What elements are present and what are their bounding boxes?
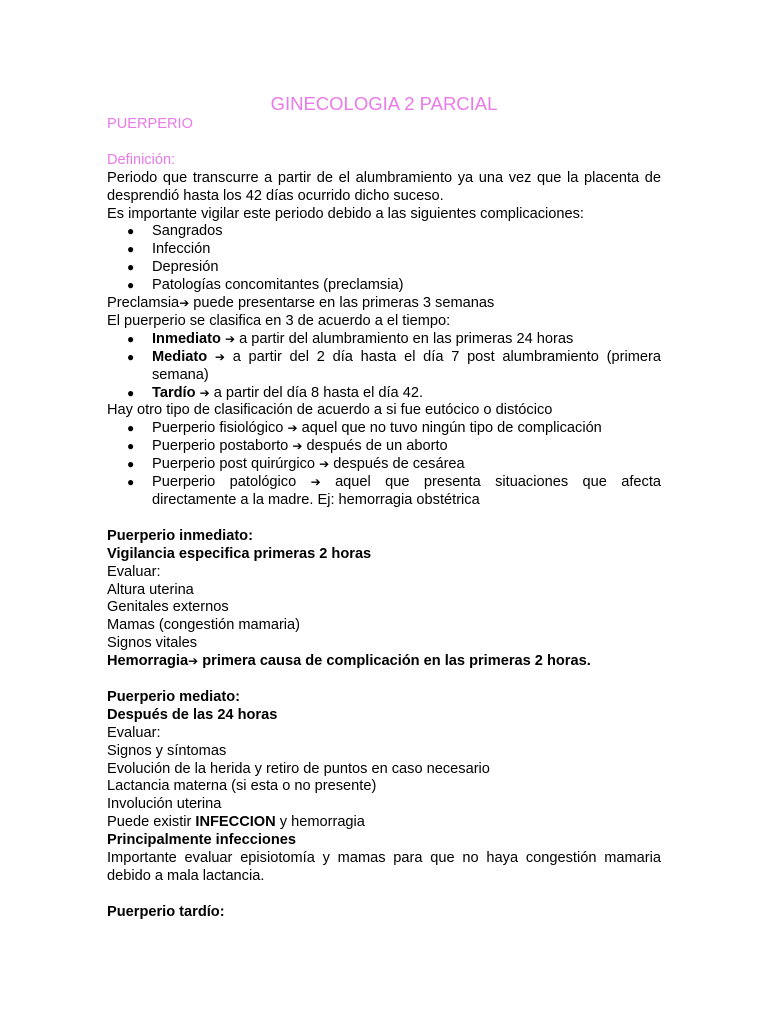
inmediato-item: Altura uterina (107, 581, 194, 598)
inmediato-item: Genitales externos (107, 599, 229, 616)
bullet-icon: ● (127, 439, 135, 454)
mediato-item: Involución uterina (107, 796, 222, 813)
definition-heading: Definición: (107, 151, 176, 168)
document-page (107, 92, 661, 922)
list-item: ● Depresión (127, 259, 219, 276)
arrow-right-icon: ➔ (224, 331, 236, 346)
importante-text: Importante evaluar episiotomía y mamas para que no haya congestión mamaria debido a mala lactancia. (107, 850, 661, 885)
bullet-icon: ● (127, 421, 135, 436)
list-item: ● Inmediato ➔ a partir del alumbramiento en las primeras 24 horas (127, 330, 574, 347)
arrow-right-icon: ➔ (188, 654, 199, 669)
spacer (107, 671, 661, 689)
inmediato-item: Signos vitales (107, 635, 198, 652)
arrow-right-icon: ➔ (287, 421, 298, 436)
list-item: ● Puerperio fisiológico ➔ aquel que no tuvo ningún tipo de complicación (127, 420, 602, 437)
tardio-heading: Puerperio tardío: (107, 903, 225, 920)
other-classification-intro: Hay otro tipo de clasificación de acuerdo a si fue eutócico o distócico (107, 402, 553, 419)
arrow-right-icon: ➔ (292, 439, 303, 454)
type-classification-list (107, 420, 661, 510)
list-item: ● Mediato ➔ a partir del 2 día hasta el día 7 post alumbramiento (primera semana) (127, 348, 661, 383)
arrow-right-icon: ➔ (310, 475, 321, 490)
list-item: ● Tardío ➔ a partir del día 8 hasta el día 42. (127, 384, 424, 401)
bullet-icon: ● (127, 224, 135, 239)
mediato-heading: Puerperio mediato: (107, 688, 240, 705)
arrow-right-icon: ➔ (214, 349, 225, 364)
hemorragia-line: Hemorragia➔ primera causa de complicación en las primeras 2 horas. (107, 653, 591, 670)
bullet-icon: ● (127, 278, 135, 293)
spacer (107, 134, 661, 152)
inmediato-heading: Puerperio inmediato: (107, 527, 253, 544)
list-item: ● Puerperio patológico ➔ aquel que presenta situaciones que afecta directamente a la madre. Ej: hemorragia obstétrica (127, 474, 662, 509)
arrow-right-icon: ➔ (319, 457, 330, 472)
mediato-subheading: Después de las 24 horas (107, 706, 278, 723)
classification-intro: El puerperio se clasifica en 3 de acuerdo a el tiempo: (107, 312, 451, 329)
inmediato-item: Mamas (congestión mamaria) (107, 617, 301, 634)
list-item: ● Patologías concomitantes (preclamsia) (127, 277, 404, 294)
definition-text: Periodo que transcurre a partir de el alumbramiento ya una vez que la placenta de desprendió hasta los 42 días ocurrido dicho suceso. (107, 169, 661, 204)
list-item: ● Puerperio postaborto ➔ después de un aborto (127, 438, 448, 455)
principalmente-line: Principalmente infecciones (107, 832, 296, 849)
mediato-item: Lactancia materna (si esta o no presente) (107, 778, 377, 795)
preclamsia-line: Preclamsia➔ puede presentarse en las primeras 3 semanas (107, 295, 495, 312)
list-item: ● Sangrados (127, 223, 223, 240)
mediato-evaluar: Evaluar: (107, 724, 161, 741)
section-heading: PUERPERIO (107, 116, 193, 132)
bullet-icon: ● (127, 385, 135, 400)
spacer (107, 886, 661, 904)
vigilar-text: Es importante vigilar este periodo debido a las siguientes complicaciones: (107, 205, 584, 222)
inmediato-subheading: Vigilancia especifica primeras 2 horas (107, 545, 372, 562)
bullet-icon: ● (127, 242, 135, 257)
infeccion-line: Puede existir INFECCION y hemorragia (107, 814, 365, 831)
mediato-item: Signos y síntomas (107, 742, 227, 759)
bullet-icon: ● (127, 349, 135, 364)
list-item: ● Infección (127, 241, 211, 258)
arrow-right-icon: ➔ (199, 385, 210, 400)
mediato-item: Evolución de la herida y retiro de puntos en caso necesario (107, 760, 490, 777)
bullet-icon: ● (127, 475, 135, 490)
document-title: GINECOLOGIA 2 PARCIAL (270, 93, 498, 114)
bullet-icon: ● (127, 457, 135, 472)
time-classification-list (107, 331, 661, 403)
list-item: ● Puerperio post quirúrgico ➔ después de cesárea (127, 456, 465, 473)
bullet-icon: ● (127, 260, 135, 275)
arrow-right-icon: ➔ (179, 296, 190, 311)
spacer (107, 510, 661, 528)
inmediato-evaluar: Evaluar: (107, 563, 161, 580)
bullet-icon: ● (127, 331, 135, 346)
complications-list (107, 223, 661, 295)
